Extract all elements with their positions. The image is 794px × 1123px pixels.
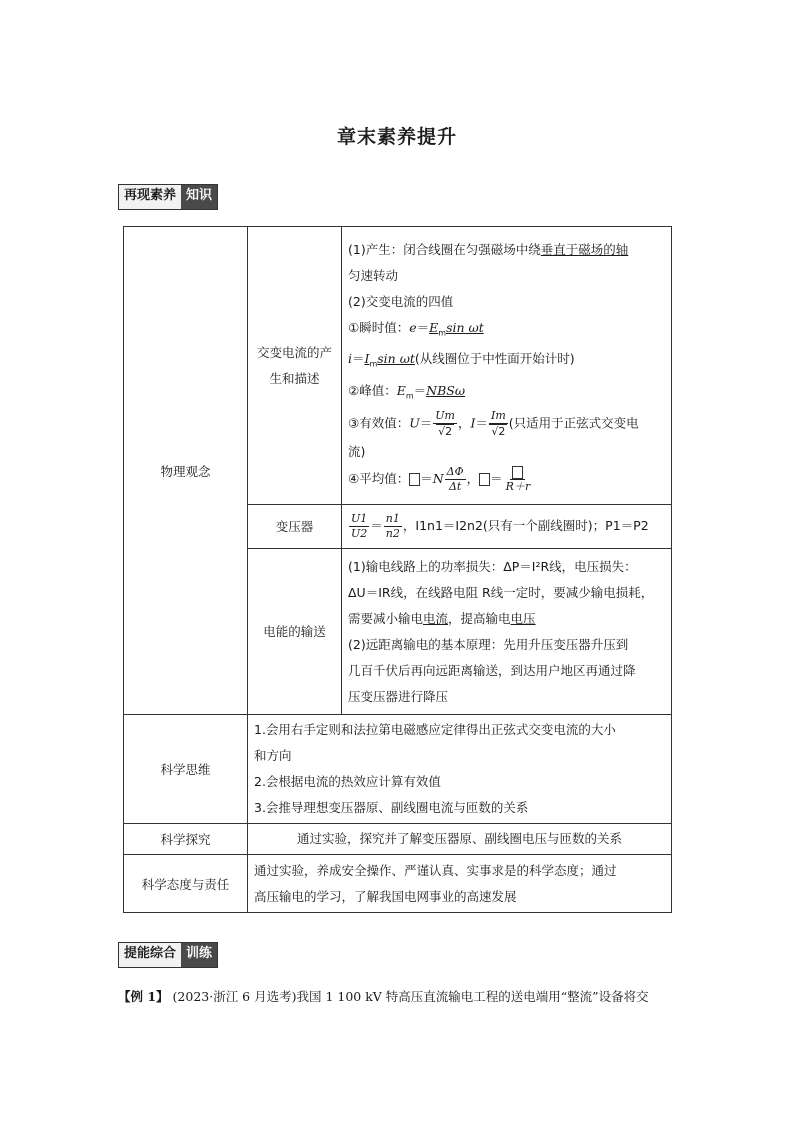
e-bar-symbol-icon	[409, 473, 420, 486]
ac-line-2: 匀速转动	[348, 267, 399, 283]
table-row	[124, 227, 672, 505]
page-title: 章末素养提升	[336, 126, 457, 148]
summary-table	[123, 226, 672, 913]
rms-value-cont: 流)	[348, 444, 366, 460]
instant-value-e: ①瞬时值：$e=E_m\sin$ ωt	[348, 319, 484, 338]
example-1	[118, 987, 718, 1005]
e-bar-symbol-icon	[512, 466, 523, 479]
table-row	[124, 824, 672, 855]
transmission-content: (1)输电线路上的功率损失：ΔP＝I²R线，电压损失： ΔU＝IR线，在线路电阻 R线一定时，要减少输电损耗， 需要减小输电电流，提高输电电压 (2)远距离输电的基本原理：先用升压变压器升压到 几百千伏后再向远距离输送，到达用户地区再通过降 压变压器进行降压	[342, 549, 672, 715]
subcategory-ac: 交变电流的产生和描述	[248, 227, 342, 505]
scientific-thinking-content: 1.会用右手定则和法拉第电磁感应定律得出正弦式交变电流的大小 和方向 2.会根据电流的热效应计算有效值 3.会推导理想变压器原、副线圈电流与匝数的关系	[248, 715, 672, 824]
ac-line-3: (2)交变电流的四值	[348, 293, 454, 309]
peak-value: ②峰值：$E_m=NBS\omega$	[348, 382, 466, 401]
transformer-content: $\frac{U1}{U2}$ ＝ $\frac{n1}{n2}$ ，I1n1＝I2n2(只有一个副线圈时)；P1＝P2	[342, 505, 672, 549]
i-bar-symbol-icon	[479, 473, 490, 486]
section-badge-training	[118, 942, 218, 968]
section-badge-left: 提能综合	[119, 943, 181, 967]
ac-content	[342, 227, 672, 505]
section-badge-right: 知识	[181, 185, 217, 209]
section-badge-right: 训练	[181, 943, 217, 967]
average-value: ④平均值： ＝N $\frac{\Delta\Phi}{\Delta t}$ ， ＝ R＋r	[348, 465, 531, 494]
example-text: (2023·浙江 6 月选考)我国 1 100 kV 特高压直流输电工程的送电端用“整流”设备将交	[172, 989, 649, 1004]
subcategory-transformer: 变压器	[248, 505, 342, 549]
rms-value: ③有效值：U＝ $\frac{Um}{√2}$ ，I＝ $\frac{Im}{√2}$ (只适用于正弦式交变电	[348, 409, 639, 439]
section-badge-knowledge	[118, 184, 218, 210]
table-row	[124, 855, 672, 913]
instant-value-i: $i=I_m\sin$ ωt(从线圈位于中性面开始计时)	[348, 351, 575, 369]
subcategory-transmission: 电能的输送	[248, 549, 342, 715]
attitude-content: 通过实验，养成安全操作、严谨认真、实事求是的科学态度；通过 高压输电的学习，了解我国电网事业的高速发展	[248, 855, 672, 913]
section-badge-left: 再现素养	[119, 185, 181, 209]
ac-line-1: (1)产生：闭合线圈在匀强磁场中绕垂直于磁场的轴	[348, 241, 629, 257]
category-physics-concept: 物理观念	[124, 227, 248, 715]
scientific-inquiry-content: 通过实验，探究并了解变压器原、副线圈电压与匝数的关系	[248, 824, 672, 855]
table-row	[124, 715, 672, 824]
category-scientific-inquiry: 科学探究	[124, 824, 248, 855]
example-label: 【例 1】	[118, 989, 169, 1004]
category-attitude: 科学态度与责任	[124, 855, 248, 913]
category-scientific-thinking: 科学思维	[124, 715, 248, 824]
